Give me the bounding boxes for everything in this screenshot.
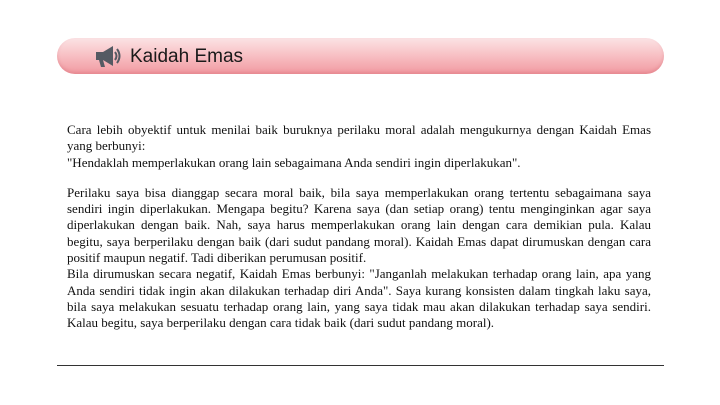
paragraph-spacer xyxy=(67,171,651,185)
body-content xyxy=(67,122,651,332)
positive-formulation-paragraph: Perilaku saya bisa dianggap secara moral baik, bila saya memperlakukan orang tertentu sebagaimana saya sendiri ingin diperlakukan. Mengapa begitu? Karena saya (dan setiap orang) tentu menginginkan agar saya diperlakukan dengan baik. Nah, saya harus memperlakukan orang lain dengan cara demikian pula. Kalau begitu, saya berperilaku dengan baik (dari sudut pandang moral). Kaidah Emas dapat dirumuskan dengan cara positif maupun negatif. Tadi diberikan perumusan positif. xyxy=(67,184,651,266)
negative-formulation-paragraph: Bila dirumuskan secara negatif, Kaidah Emas berbunyi: "Janganlah melakukan terhadap orang lain, apa yang Anda sendiri tidak ingin akan dilakukan terhadap diri Anda". Saya kurang konsisten dalam tingkah laku saya, bila saya melakukan sesuatu terhadap orang lain, yang saya tidak mau akan dilakukan terhadap saya sendiri. Kalau begitu, saya berperilaku dengan cara tidak baik (dari sudut pandang moral). xyxy=(67,266,651,331)
slide-title: Kaidah Emas xyxy=(130,46,244,67)
footer-divider xyxy=(57,365,664,366)
golden-rule-quote: "Hendaklah memperlakukan orang lain sebagaimana Anda sendiri ingin diperlakukan". xyxy=(67,154,521,170)
intro-paragraph: Cara lebih obyektif untuk menilai baik buruknya perilaku moral adalah mengukurnya dengan Kaidah Emas yang berbunyi: xyxy=(67,122,651,154)
megaphone-icon xyxy=(92,42,122,70)
